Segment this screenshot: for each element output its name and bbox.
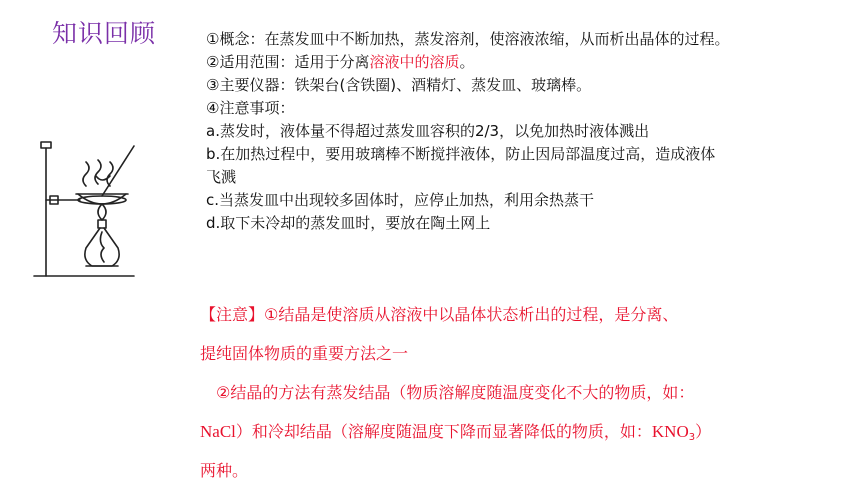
attention-line4 xyxy=(200,412,840,451)
note-d: d.取下未冷却的蒸发皿时，要放在陶土网上 xyxy=(206,214,491,232)
attention-line2: 提纯固体物质的重要方法之一 xyxy=(200,344,409,363)
evaporation-apparatus-icon xyxy=(30,136,142,282)
attention-line3: ②结晶的方法有蒸发结晶（物质溶解度随温度变化不大的物质，如： xyxy=(216,383,695,402)
kno3-formula: KNO xyxy=(651,422,689,441)
attention-line1: 【注意】①结晶是使溶质从溶液中以晶体状态析出的过程，是分离、 xyxy=(200,305,679,324)
note-b-line2: 飞溅 xyxy=(206,168,237,186)
nacl-formula: NaCl xyxy=(200,422,236,441)
attention-line4-middle: ）和冷却结晶（溶解度随温度下降而显著降低的物质，如： xyxy=(235,422,652,441)
note-b-line1: b.在加热过程中，要用玻璃棒不断搅拌液体，防止因局部温度过高，造成液体 xyxy=(206,145,716,163)
attention-block xyxy=(200,295,840,490)
scope-prefix: ②适用范围：适用于分离 xyxy=(206,53,370,71)
content-list xyxy=(206,28,846,235)
scope-suffix: 。 xyxy=(459,53,475,71)
slide-title: 知识回顾 xyxy=(52,19,157,48)
scope-highlight: 溶液中的溶质 xyxy=(369,53,460,71)
point-scope xyxy=(206,51,846,74)
kno3-subscript: 3 xyxy=(688,432,696,443)
point-concept: ①概念：在蒸发皿中不断加热，蒸发溶剂，使溶液浓缩，从而析出晶体的过程。 xyxy=(206,30,730,48)
point-notes-heading: ④注意事项： xyxy=(206,99,295,117)
note-c: c.当蒸发皿中出现较多固体时，应停止加热，利用余热蒸干 xyxy=(206,191,595,209)
attention-line5: 两种。 xyxy=(200,461,249,480)
note-a: a.蒸发时，液体量不得超过蒸发皿容积的2/3，以免加热时液体溅出 xyxy=(206,122,650,140)
attention-line4-end: ） xyxy=(695,422,712,441)
point-instruments: ③主要仪器：铁架台(含铁圈)、酒精灯、蒸发皿、玻璃棒。 xyxy=(206,76,592,94)
